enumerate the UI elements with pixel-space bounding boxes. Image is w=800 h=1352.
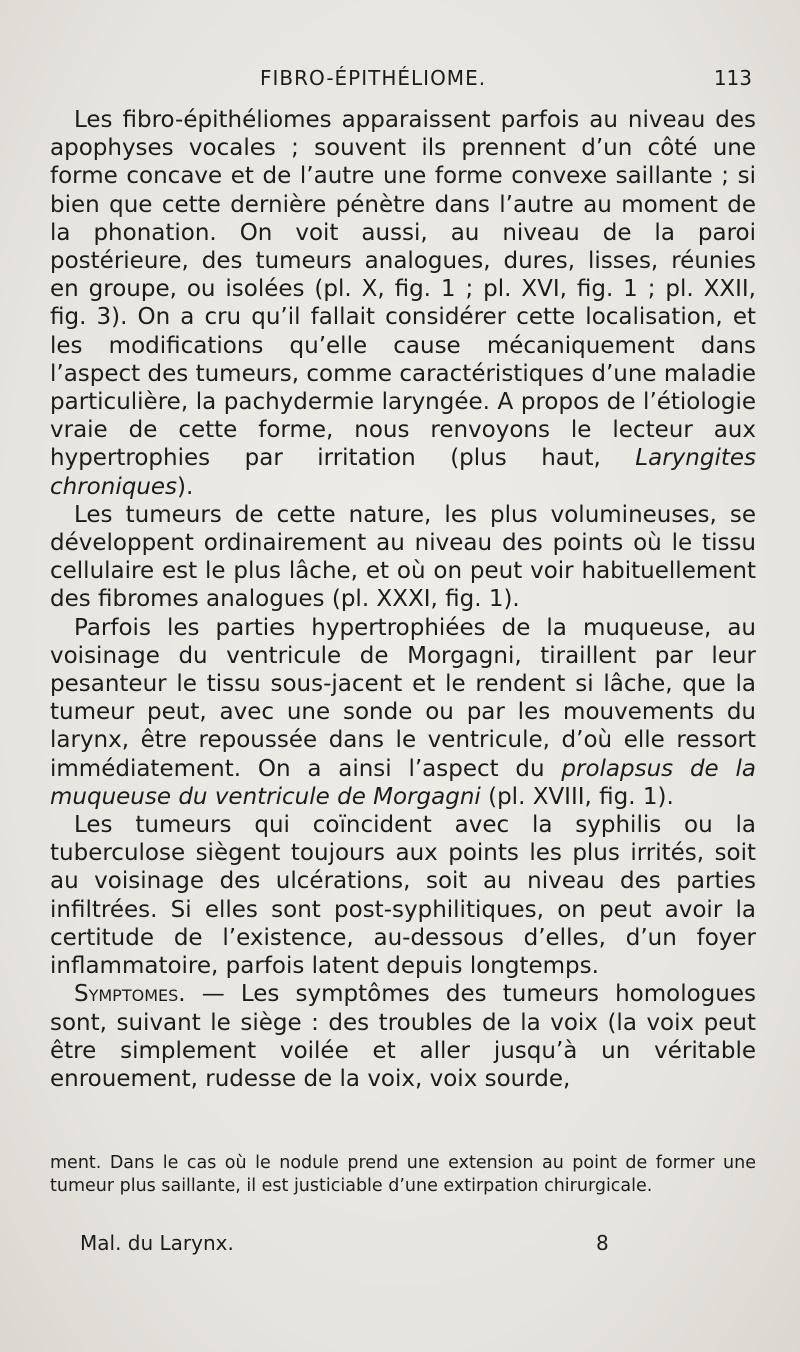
page-header <box>50 62 756 98</box>
italic-term: prolapsus de la muqueuse du ventricule de Morgagni <box>50 755 756 810</box>
paragraph <box>50 811 756 980</box>
paragraph <box>50 106 756 501</box>
paragraph-text: Les fibro-épithéliomes apparaissent parfois au niveau des apophyses vocales ; souvent ils prennent d’un côté une forme concave et de l’autre une forme convexe saillante ; si bien que cette dernière pénètre dans l’autre au moment de la phonation. On voit aussi, au niveau de la paroi postérieure, des tumeurs analogues, dures, lisses, réunies en groupe, ou isolées (pl. X, fig. 1 ; pl. XVI, fig. 1 ; pl. XXII, fig. 3). On a cru qu’il fallait considérer cette localisation, et les modifications qu’elle cause mécaniquement dans l’aspect des tumeurs, comme caractéristiques d’une maladie particulière, la pachydermie laryngée. A propos de l’étiologie vraie de cette forme, nous renvoyons le lecteur aux hypertrophies par irritation (plus haut, <box>50 107 756 472</box>
italic-reference: Laryngites chroniques <box>50 445 756 500</box>
paragraph-text: Les tumeurs qui coïncident avec la syphilis ou la tuberculose siègent toujours aux points les plus irrités, soit au voisinage des ulcérations, soit au niveau des parties infiltrées. Si elles sont post-syphilitiques, on peut avoir la certitude de l’existence, au-dessous d’elles, d’un foyer inflammatoire, parfois latent depuis longtemps. <box>50 812 756 980</box>
running-title: FIBRO-ÉPITHÉLIOME. <box>260 66 487 90</box>
footnote: ment. Dans le cas où le nodule prend une extension au point de former une tumeur plus saillante, il est justiciable d’une extirpation chirurgicale. <box>50 1153 756 1196</box>
body-text <box>50 106 756 1093</box>
paragraph <box>50 614 756 811</box>
signature-line <box>50 1231 756 1259</box>
paragraph-tail: (pl. XVIII, fig. 1). <box>480 783 674 810</box>
page-number: 113 <box>713 66 752 90</box>
paragraph <box>50 501 756 614</box>
signature-label: Mal. du Larynx. <box>80 1231 234 1255</box>
paragraph-symptomes <box>50 980 756 1093</box>
paragraph-text: — Les symptômes des tumeurs homologues sont, suivant le siège : des troubles de la voix (la voix peut être simplement voilée et aller jusqu’à un véritable enrouement, rudesse de la voix, voix sourde, <box>50 981 756 1092</box>
paragraph-text: Les tumeurs de cette nature, les plus volumineuses, se développent ordinairement au niveau des points où le tissu cellulaire est le plus lâche, et où on peut voir habituellement des fibromes analogues (pl. XXXI, fig. 1). <box>50 501 756 613</box>
section-label: Symptomes. <box>74 981 186 1008</box>
signature-number: 8 <box>596 1231 609 1255</box>
paragraph-text: Parfois les parties hypertrophiées de la muqueuse, au voisinage du ventricule de Morgagni, tiraillent par leur pesanteur le tissu sous-jacent et le rendent si lâche, que la tumeur peut, avec une sonde ou par les mouvements du larynx, être repoussée dans le ventricule, d’où elle ressort immédiatement. On a ainsi l’aspect du <box>50 614 756 782</box>
paragraph-tail: ). <box>177 473 194 500</box>
